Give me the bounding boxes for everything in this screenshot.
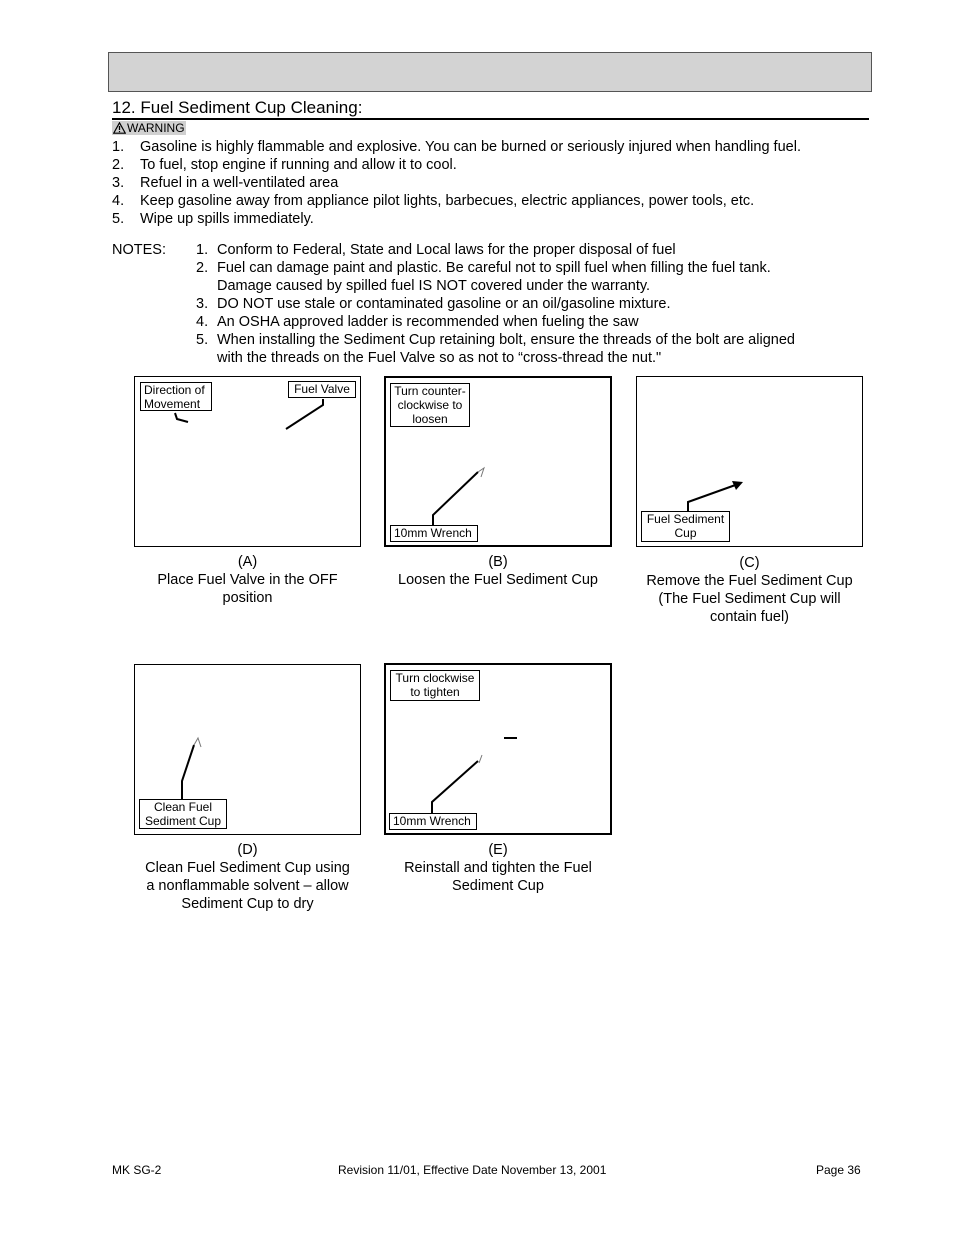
caption-a: (A) Place Fuel Valve in the OFF position [157,554,338,606]
notes-list [196,241,795,367]
caption-d: (D) Clean Fuel Sediment Cup using a nonflammable solvent – allow Sediment Cup to dry [145,842,350,912]
list-item-continuation: with the threads on the Fuel Valve so as not to “cross-thread the nut." [217,350,662,366]
list-item-continuation: Damage caused by spilled fuel IS NOT covered under the warranty. [217,278,651,294]
header-bar [108,52,872,92]
footer-revision: Revision 11/01, Effective Date November 13, 2001 [338,1163,607,1177]
figure-e [384,663,612,835]
warning-label: WARNING [127,121,185,135]
callout-10mm-wrench: 10mm Wrench [390,525,478,542]
figure-a [134,376,361,547]
warning-badge [112,121,186,135]
callout-fuel-valve: Fuel Valve [288,381,356,398]
list-item: 5. Wipe up spills immediately. [112,211,314,227]
list-item: 2. To fuel, stop engine if running and allow it to cool. [112,157,457,173]
caption-b: (B) Loosen the Fuel Sediment Cup [398,554,598,588]
list-item: 3. DO NOT use stale or contaminated gasoline or an oil/gasoline mixture. [196,296,671,312]
caption-c: (C) Remove the Fuel Sediment Cup (The Fuel Sediment Cup will contain fuel) [646,555,853,625]
callout-direction-of-movement: Direction of Movement [140,382,212,411]
list-item: 3. Refuel in a well-ventilated area [112,175,339,191]
section-title: 12. Fuel Sediment Cup Cleaning: [112,98,869,120]
callout-clean-fuel-sediment-cup: Clean Fuel Sediment Cup [139,799,227,829]
caption-e: (E) Reinstall and tighten the Fuel Sediment Cup [404,842,592,894]
figure-b [384,376,612,547]
callout-turn-clockwise: Turn clockwise to tighten [390,670,480,701]
list-item: 4. Keep gasoline away from appliance pilot lights, barbecues, electric appliances, power tools, etc. [112,193,755,209]
warning-list [112,138,801,228]
list-item: 1. Conform to Federal, State and Local laws for the proper disposal of fuel [196,242,676,258]
list-item: 5. When installing the Sediment Cup retaining bolt, ensure the threads of the bolt are aligned [196,332,795,348]
callout-fuel-sediment-cup: Fuel Sediment Cup [641,511,730,542]
footer-doc-id: MK SG-2 [112,1163,162,1177]
list-item: 1. Gasoline is highly flammable and explosive. You can be burned or seriously injured when handling fuel. [112,139,801,155]
list-item: 4. An OSHA approved ladder is recommended when fueling the saw [196,314,639,330]
list-item: 2. Fuel can damage paint and plastic. Be careful not to spill fuel when filling the fuel tank. [196,260,771,276]
figure-c [636,376,863,547]
notes-label: NOTES: [112,242,166,258]
footer-page-number: Page 36 [816,1163,861,1177]
callout-turn-counter-clockwise: Turn counter-clockwise to loosen [390,383,470,427]
figure-d [134,664,361,835]
warning-icon [113,122,126,134]
callout-10mm-wrench: 10mm Wrench [389,813,477,830]
